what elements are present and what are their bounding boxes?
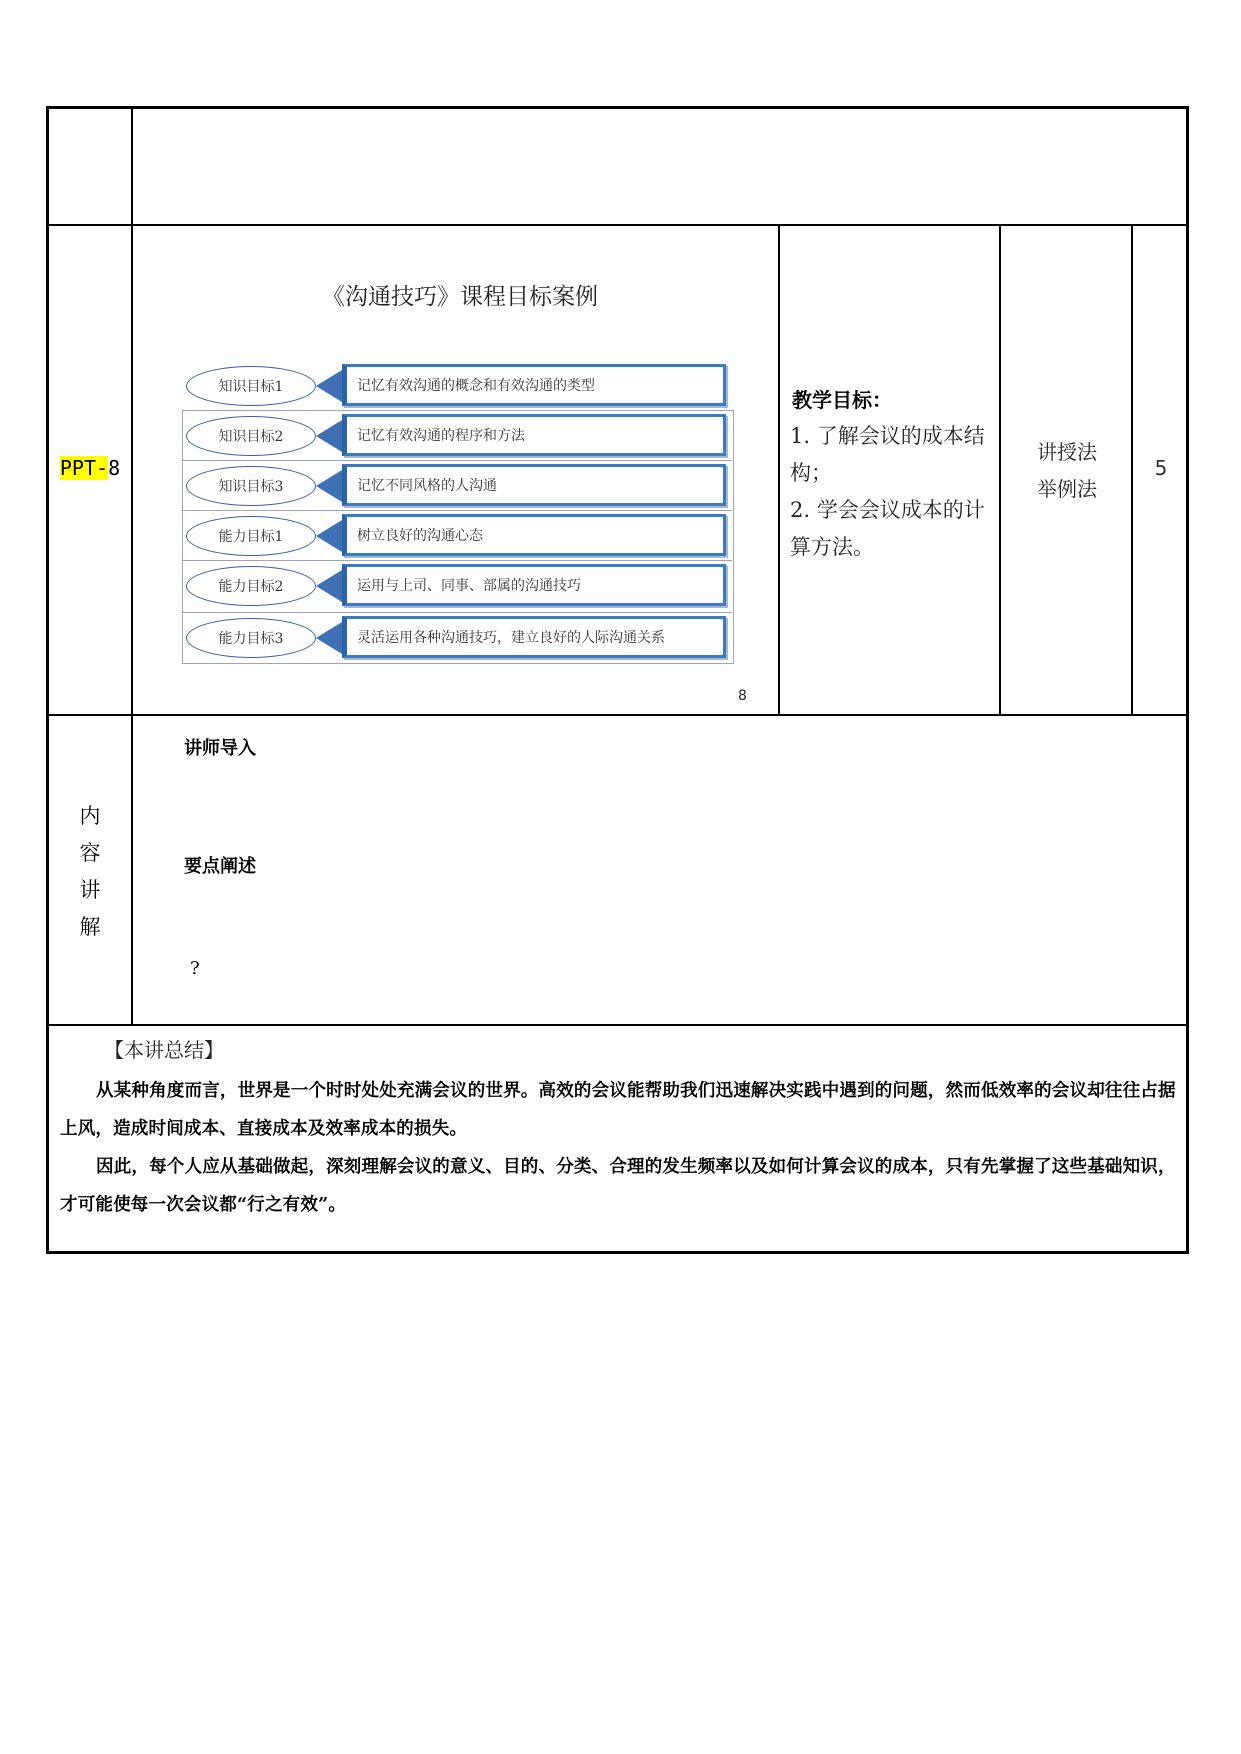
arrow-left-icon <box>316 520 342 552</box>
goal-text: 灵活运用各种沟通技巧，建立良好的人际沟通关系 <box>342 616 726 658</box>
goal-text: 记忆有效沟通的概念和有效沟通的类型 <box>342 364 726 406</box>
goal-row <box>186 360 731 410</box>
intro-heading: 讲师导入 <box>184 738 256 759</box>
goal-separator <box>182 612 732 613</box>
goal-text: 树立良好的沟通心态 <box>342 514 726 556</box>
arrow-left-icon <box>316 470 342 502</box>
arrow-left-icon <box>316 370 342 402</box>
summary-paragraph: 从某种角度而言，世界是一个时时处处充满会议的世界。高效的会议能帮助我们迅速解决实践中遇到的问题，然而低效率的会议却往往占据上风，造成时间成本、直接成本及效率成本的损失。 <box>60 1081 1176 1139</box>
objective-item: 2. 学会会议成本的计算方法。 <box>790 498 985 559</box>
goal-label: 能力目标1 <box>186 516 316 556</box>
teaching-methods <box>1002 434 1132 508</box>
goal-separator <box>182 460 732 461</box>
summary-title: 【本讲总结】 <box>104 1038 224 1062</box>
row-divider-2 <box>46 714 1189 716</box>
side-label-char: 解 <box>79 915 101 939</box>
table-border-left <box>46 106 49 1254</box>
goal-label: 知识目标3 <box>186 466 316 506</box>
arrow-left-icon <box>316 420 342 452</box>
side-label-char: 容 <box>79 841 101 865</box>
goal-separator <box>182 510 732 511</box>
summary-paragraph: 因此，每个人应从基础做起，深刻理解会议的意义、目的、分类、合理的发生频率以及如何计算会议的成本，只有先掌握了这些基础知识，才可能使每一次会议都“行之有效”。 <box>60 1157 1176 1215</box>
goal-row <box>186 410 731 460</box>
slide-page-number: 8 <box>738 688 747 704</box>
goal-row <box>186 560 731 610</box>
table-border-top <box>46 106 1189 109</box>
goal-label: 能力目标3 <box>186 618 316 658</box>
duration-minutes: 5 <box>1154 456 1168 480</box>
goal-row <box>186 612 731 662</box>
row-divider-3 <box>46 1024 1189 1026</box>
side-label-char: 讲 <box>79 878 101 902</box>
goal-row <box>186 510 731 560</box>
table-border-bottom <box>46 1251 1189 1254</box>
goal-label: 知识目标1 <box>186 366 316 406</box>
question-mark: ? <box>190 958 200 979</box>
table-border-right <box>1186 106 1189 1254</box>
goal-text: 记忆不同风格的人沟通 <box>342 464 726 506</box>
column-divider-method <box>999 224 1001 716</box>
arrow-left-icon <box>316 622 342 654</box>
method-item: 讲授法 <box>1037 440 1097 464</box>
goal-separator <box>182 560 732 561</box>
content-side-label <box>48 798 132 946</box>
objectives-title: 教学目标： <box>792 388 892 412</box>
goal-label: 能力目标2 <box>186 566 316 606</box>
ppt-label-highlight: PPT- <box>59 456 109 480</box>
method-item: 举例法 <box>1037 477 1097 501</box>
ppt-label <box>48 456 132 480</box>
side-label-char: 内 <box>79 804 101 828</box>
arrow-left-icon <box>316 570 342 602</box>
row-divider-1 <box>46 224 1189 226</box>
ppt-label-number: 8 <box>108 456 121 480</box>
goal-text: 运用与上司、同事、部属的沟通技巧 <box>342 564 726 606</box>
goal-text: 记忆有效沟通的程序和方法 <box>342 414 726 456</box>
points-heading: 要点阐述 <box>184 856 256 877</box>
goal-label: 知识目标2 <box>186 416 316 456</box>
goal-row <box>186 460 731 510</box>
objectives-list <box>790 418 995 566</box>
slide-title: 《沟通技巧》课程目标案例 <box>322 284 598 310</box>
objective-item: 1. 了解会议的成本结构； <box>790 424 985 485</box>
